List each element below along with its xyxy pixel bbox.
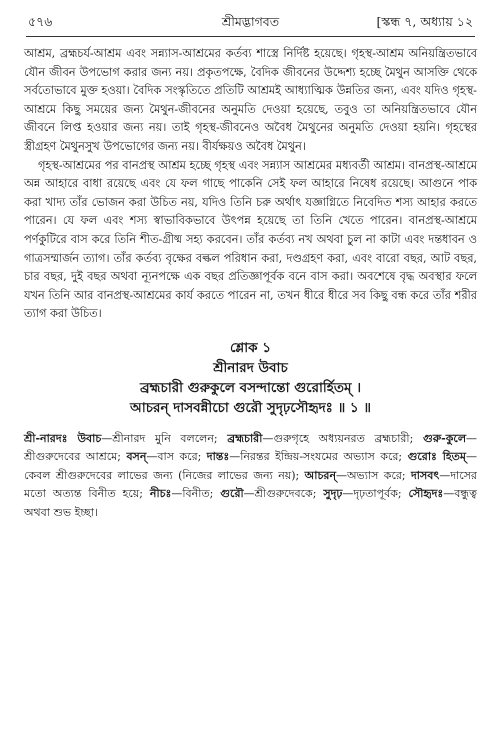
verse-line-1: ব্রহ্মচারী গুরুকুলে বসন্দান্তো গুরোর্হিতম্ । [139,379,362,396]
synonym-meaning: বন্ধুত্ব অথবা শুভ ইচ্ছা। [24,487,477,519]
verse-speaker: শ্রীনারদ উবাচ [213,359,288,376]
synonym-meaning: শ্রীগুরুদেবের আশ্রমে; [24,450,127,464]
synonym-term: নীচঃ [149,487,172,501]
synonym-meaning: অভ্যাস করে; [347,468,412,482]
header-rule [26,36,475,37]
synonym-term: বসন্ [126,450,147,464]
purport-paragraph-1: আশ্রম, ব্রহ্মচর্য-আশ্রম এবং সন্ন্যাস-আশ্রমের কর্তব্য শাস্ত্রে নির্দিষ্ট হয়েছে। গৃহস্থ-আশ্রম অনিয়ন্ত্রিতভাবে যৌন জীবন উপভোগ করার জন্য নয়। প্রকৃতপক্ষে, বৈদিক জীবনের উদ্দেশ্য হচ্ছে মৈথুন আসক্তি থেকে সর্বতোভাবে মুক্ত হওয়া। বৈদিক সংস্কৃতিতে প্রতিটি আশ্রমই আধ্যাত্মিক উন্নতির জন্য, এবং যদিও গৃহস্থ-আশ্রমে কিছু সময়ের জন্য মৈথুন-জীবনের অনুমতি দেওয়া হয়েছে, তবুও তা অনিয়ন্ত্রিতভাবে যৌন জীবনে লিপ্ত হওয়ার জন্য নয়। তাই গৃহস্থ-জীবনেও অবৈধ মৈথুনের অনুমতি দেওয়া হয়নি। গৃহস্থের স্ত্রীগ্রহণ মৈথুনসুখ উপভোগের জন্য নয়। বীর্যক্ষয়ও অবৈধ মৈথুন। [24,47,477,153]
synonym-meaning: বিনীত; [182,487,221,501]
purport-paragraph-2: গৃহস্থ-আশ্রমের পর বানপ্রস্থ আশ্রম হচ্ছে গৃহস্থ এবং সন্ন্যাস আশ্রমের মধ্যবর্তী আশ্রম। বানপ্রস্থ-আশ্রমে অন্ন আহারে বাধা রয়েছে এবং যে ফল গাছে পাকেনি সেই ফল আহারে নিষেধ রয়েছে। আগুনে পাক করা খাদ্য তাঁর ভোজন করা উচিত নয়, যদিও তিনি চরু অর্থাৎ যজ্ঞাগ্নিতে নিবেদিত শস্য আহার করতে পারেন। যে ফল এবং শস্য স্বাভাবিকভাবে উৎপন্ন হয়েছে তা তিনি খেতে পারেন। বানপ্রস্থ-আশ্রমে পর্ণকুটিরে বাস করে তিনি শীত-গ্রীষ্ম সহ্য করবেন। তাঁর কর্তব্য নখ অথবা চুল না কাটা এবং দন্তধাবন ও গাত্রসম্মার্জন ত্যাগ। তাঁর কর্তব্য বৃক্ষের বল্কল পরিধান করা, দণ্ডগ্রহণ করা, এবং বারো বছর, আট বছর, চার বছর, দুই বছর অথবা ন্যূনপক্ষে এক বছর প্রতিজ্ঞাপূর্বক বনে বাস করা। অবশেষে বৃদ্ধ অবস্থার ফলে যখন তিনি আর বানপ্রস্থ-আশ্রমের কার্য করতে পারেন না, তখন ধীরে ধীরে সব কিছু বন্ধ করে তাঁর শরীর ত্যাগ করা উচিত। [24,158,477,321]
synonym-meaning: গুরুগৃহে অধ্যয়নরত ব্রহ্মচারী; [273,431,423,445]
synonym-meaning: কেবল শ্রীগুরুদেবের লাভের জন্য (নিজের লাভের জন্য নয়); [24,468,305,482]
synonym-term: সুদৃঢ় [323,487,343,501]
synonym-meaning: দৃঢ়তাপূর্বক; [353,487,409,501]
chapter-reference: [স্কন্ধ ৭, অধ্যায় ১২ [376,14,473,29]
synonyms-section: শ্রী-নারদঃ উবাচ—শ্রীনারদ মুনি বললেন; ব্রহ্মচারী—গুরুগৃহে অধ্যয়নরত ব্রহ্মচারী; গুরু-কুলে—শ্রীগুরুদেবের আশ্রমে; বসন্—বাস করে; দান্তঃ—নিরন্তর ইন্দ্রিয়-সংযমের অভ্যাস করে; গুরোঃ হিতম্—কেবল শ্রীগুরুদেবের লাভের জন্য (নিজের লাভের জন্য নয়); আচরন্—অভ্যাস করে; দাসবৎ—দাসের মতো অত্যন্ত বিনীত হয়ে; নীচঃ—বিনীত; গুরৌ—শ্রীগুরুদেবকে; সুদৃঢ়—দৃঢ়তাপূর্বক; সৌহৃদঃ—বন্ধুত্ব অথবা শুভ ইচ্ছা। [24,431,478,519]
page-number: ৫৭৬ [28,14,53,29]
synonym-term: সৌহৃদঃ [408,487,444,501]
synonym-term: শ্রী-নারদঃ উবাচ [24,431,102,445]
synonym-term: আচরন্ [304,468,337,482]
synonym-meaning: বাস করে; [157,450,207,464]
synonym-meaning: শ্রীনারদ মুনি বললেন; [112,431,228,445]
synonym-meaning: শ্রীগুরুদেবকে; [254,487,324,501]
verse-line-2: আচরন্ দাসবন্নীচো গুরৌ সুদৃঢ়সৌহৃদঃ ॥ ১ ॥ [129,399,372,416]
page-header [24,12,477,36]
synonym-term: গুরোঃ হিতম্ [407,450,466,464]
synonym-term: দাসবৎ [411,468,440,482]
synonym-meaning: নিরন্তর ইন্দ্রিয়-সংযমের অভ্যাস করে; [240,450,408,464]
synonym-term: গুরু-কুলে [422,431,467,445]
synonym-meaning: দাসের মতো অত্যন্ত বিনীত হয়ে; [24,468,477,501]
running-title: শ্রীমদ্ভাগবত [221,14,280,29]
synonym-term: দান্তঃ [206,450,230,464]
verse-block [24,338,477,418]
synonym-term: গুরৌ [220,487,244,501]
synonym-term: ব্রহ্মচারী [227,431,263,445]
verse-heading: শ্লোক ১ [229,339,272,356]
